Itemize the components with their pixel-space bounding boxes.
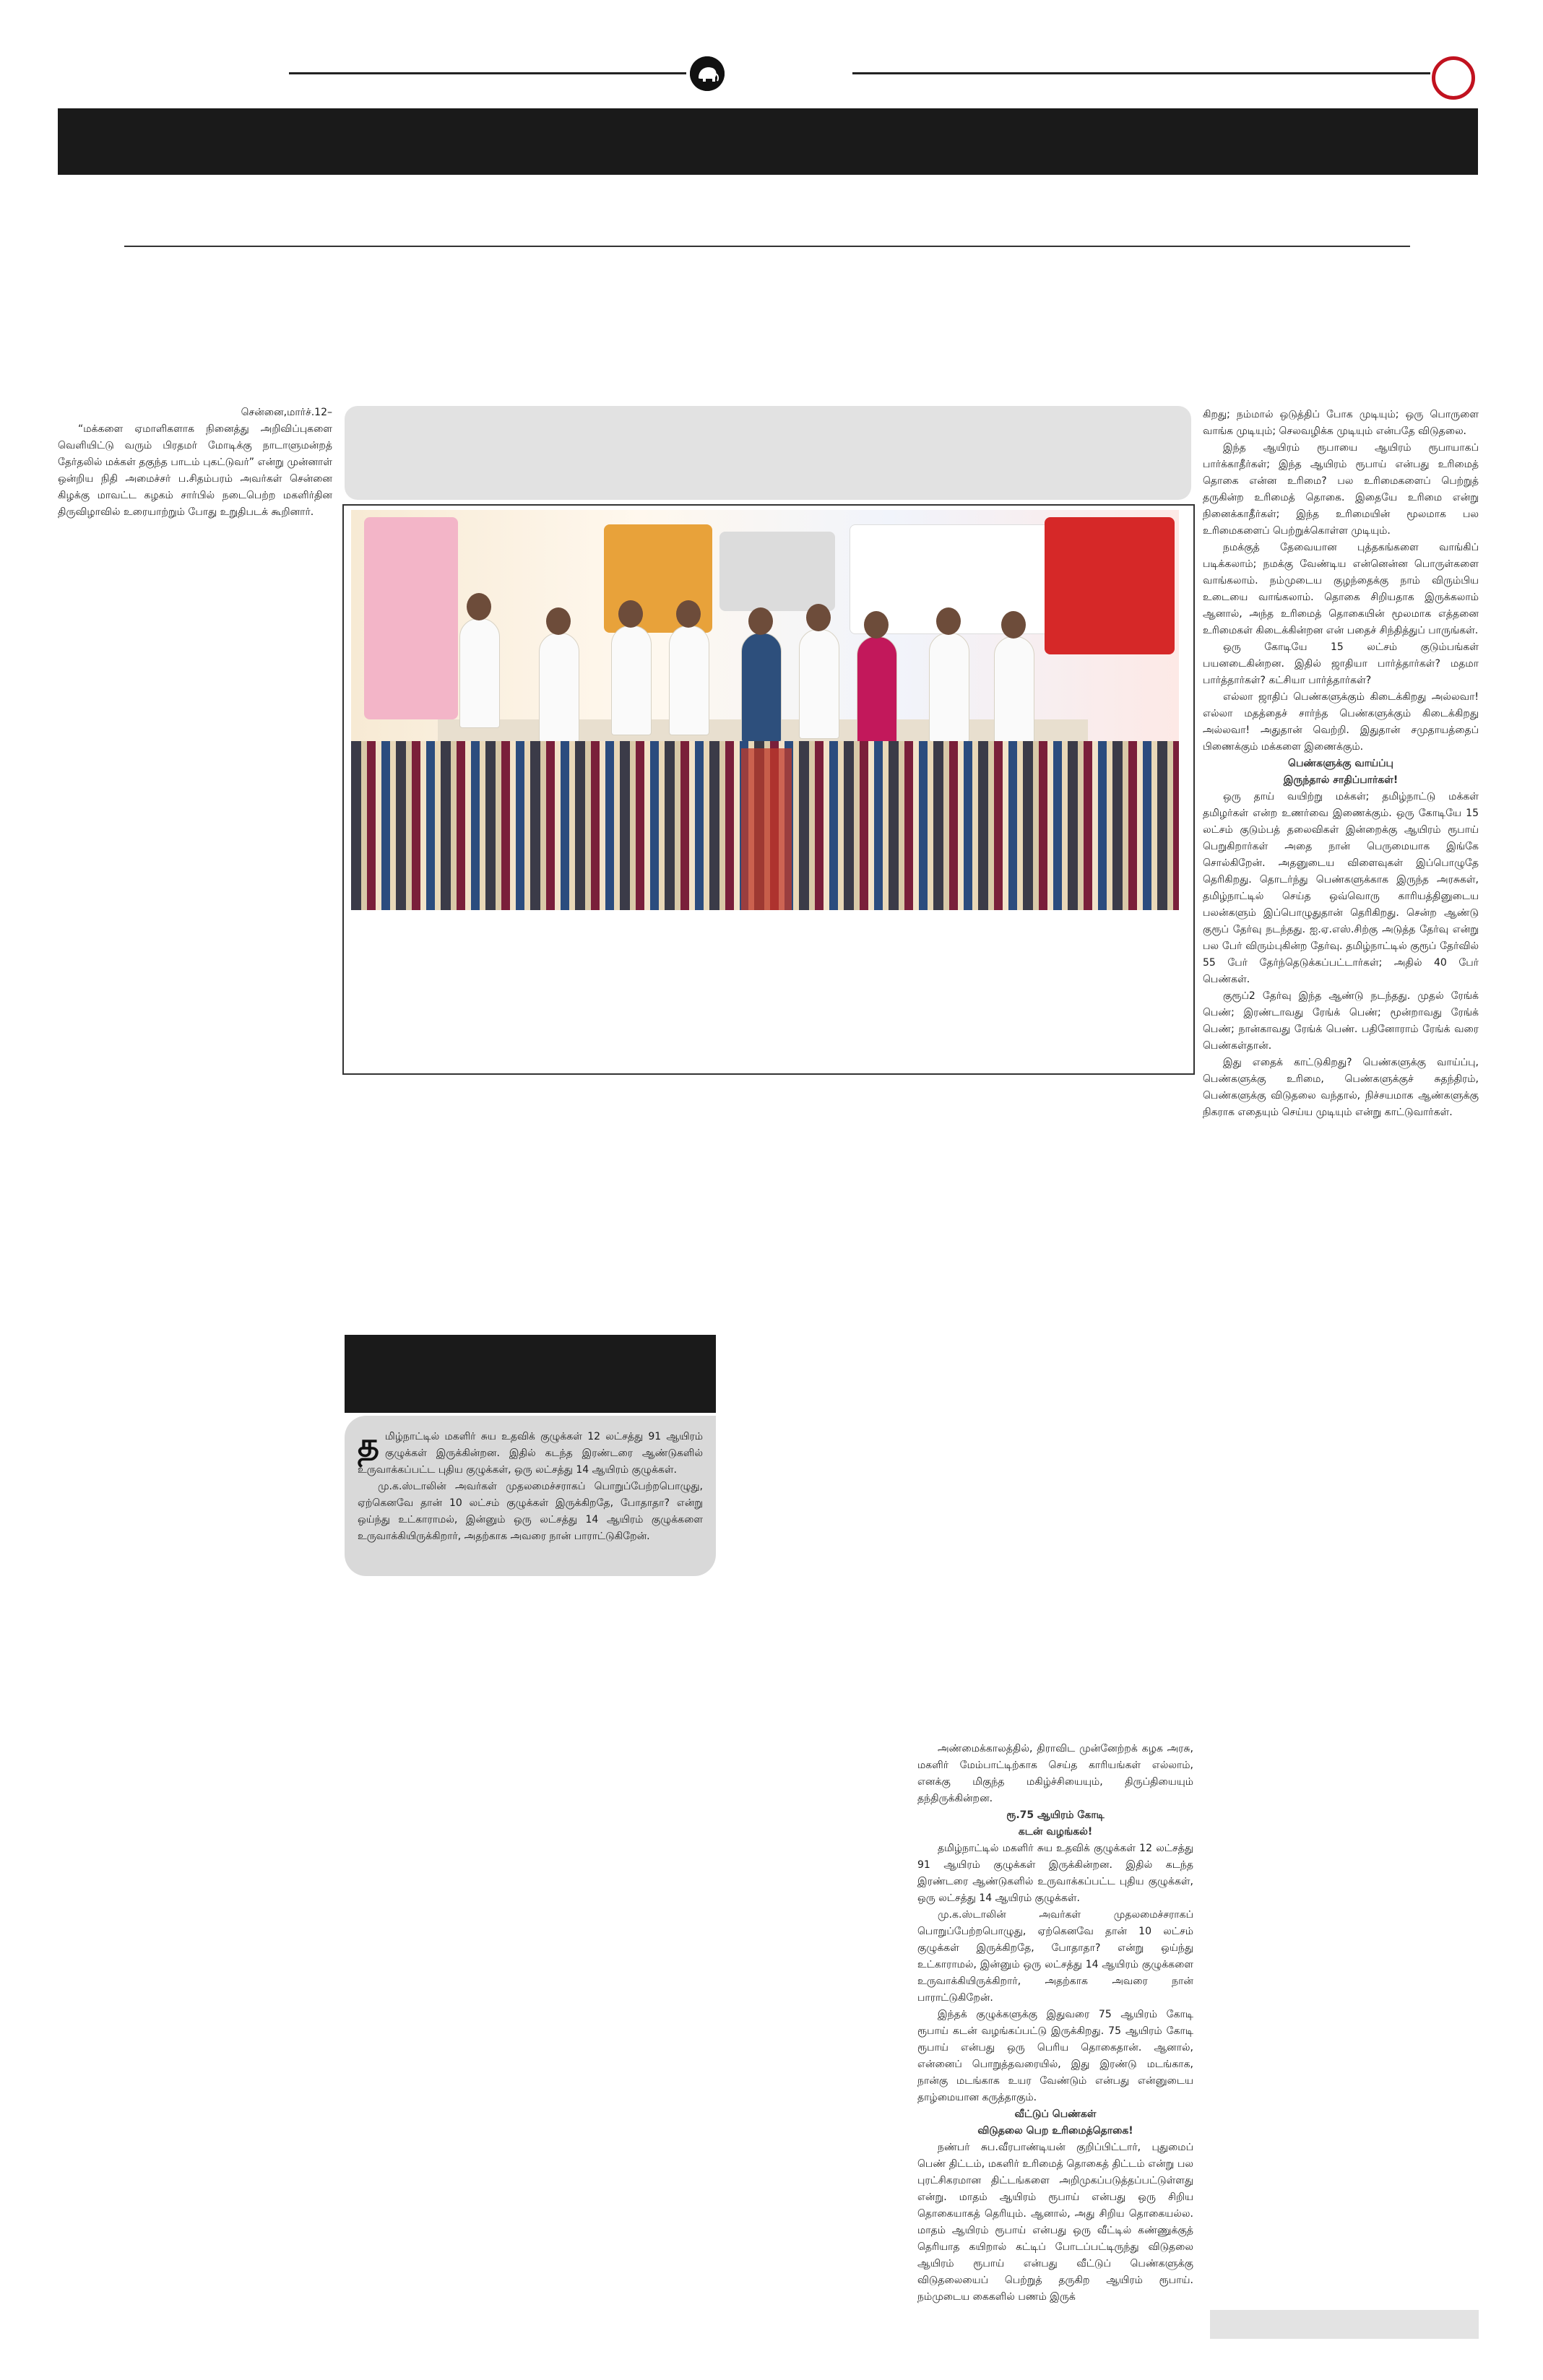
bottom-column [917, 1741, 1193, 2306]
left-column [58, 404, 332, 521]
right-column [1203, 407, 1479, 1121]
article-paragraph: நண்பர் சுப.வீரபாண்டியன் குறிப்பிட்டார், புதுமைப் பெண் திட்டம், மகளிர் உரிமைத் தொகைத் திட்டம் என்று பல புரட்சிகரமான திட்டங்களை அறிமுகப்படுத்தப்பட்டுள்ளது என்று. மாதம் ஆயிரம் ரூபாய் என்பது ஒரு சிறிய தொகையாகத் தெரியும். ஆனால், அது சிறிய தொகையல்ல. மாதம் ஆயிரம் ரூபாய் என்பது ஒரு வீட்டில் கண்ணுக்குத் தெரியாத கயிறால் கட்டிப் போடப்பட்டிருந்து விடுதலை ஆயிரம் ரூபாய் என்பது வீட்டுப் பெண்களுக்கு விடுதலையைப் பெற்றுத் தருகிற ஆயிரம் ரூபாய். நம்முடைய கைகளில் பணம் இருக் [917, 2142, 1193, 2303]
person [618, 600, 643, 628]
article-paragraph: “மக்களை ஏமாளிகளாக நினைத்து அறிவிப்புகளை வெளியிட்டு வரும் பிரதமர் மோடிக்கு நாடாளுமன்றத் தேர்தலில் மக்கள் தகுந்த பாடம் புகட்டுவர்” என்று முன்னாள் ஒன்றிய நிதி அமைச்சர் ப.சிதம்பரம் அவர்கள் சென்னை கிழக்கு மாவட்ட கழகம் சார்பில் நடைபெற்ற மகளிர்தின திருவிழாவில் உரையாற்றும் போது உறுதிபடக் கூறினார். [58, 423, 332, 518]
article-paragraph: இது எதைக் காட்டுகிறது? பெண்களுக்கு வாய்ப்பு, பெண்களுக்கு உரிமை, பெண்களுக்குச் சுதந்திரம், பெண்களுக்கு விடுதலை வந்தால், நிச்சயமாக ஆண்களுக்கு நிகராக எதையும் செய்ய முடியும் என்று காட்டுவார்கள். [1203, 1057, 1479, 1118]
section-subhead: கடன் வழங்கல்! [1018, 1826, 1093, 1838]
person [459, 618, 500, 728]
article-paragraph: ஒரு தாய் வயிற்று மக்கள்; தமிழ்நாட்டு மக்கள் தமிழர்கள் என்ற உணர்வை இணைக்கும். ஒரு கோடியே 15 லட்சம் குடும்பத் தலைவிகள் இன்றைக்கு ஆயிரம் ரூபாய் பெறுகிறார்கள் அதை நான் பெருமையாக இங்கே சொல்கிறேன். அதனுடைய விளைவுகள் இப்பொழுதே தெரிகிறது. தொடர்ந்து பெண்களுக்காக இருந்த அரசுகள், தமிழ்நாட்டில் செய்த ஒவ்வொரு காரியத்தினுடைய பலன்களும் இப்பொழுதுதான் தெரிகிறது. சென்ற ஆண்டு குரூப் தேர்வு நடந்தது. ஐ.ஏ.எஸ்.சிற்கு அடுத்த தேர்வு என்று பல பேர் விரும்புகின்ற தேர்வு. தமிழ்நாட்டில் குரூப் தேர்வில் 55 பேர் தேர்ந்தெடுக்கப்பட்டார்கள்; அதில் 40 பேர் பெண்கள். [1203, 791, 1479, 985]
section-subhead: பெண்களுக்கு வாய்ப்பு [1288, 758, 1393, 769]
article-paragraph: அண்மைக்காலத்தில், திராவிட முன்னேற்றக் கழக அரசு, மகளிர் மேம்பாட்டிற்காக செய்த காரியங்கள் எல்லாம், எனக்கு மிகுந்த மகிழ்ச்சியையும், திருப்தியையும் தந்திருக்கின்றன. [917, 1743, 1193, 1804]
person [799, 629, 839, 739]
dateline: சென்னை,மார்ச்.12– [241, 407, 332, 418]
article-paragraph: நமக்குத் தேவையான புத்தகங்களை வாங்கிப் படிக்கலாம்; நமக்கு வேண்டிய என்னென்ன பொருள்களை வாங்கலாம். நம்முடைய குழந்தைக்கு நாம் விரும்பிய உடையை வாங்கலாம். தொகை சிறியதாக இருக்கலாம் ஆனால், அந்த உரிமைத் தொகையின் மூலமாக எத்தனை உரிமைகள் கிடைக்கின்றன என் பதைச் சிந்தித்துப் பாருங்கள். [1203, 542, 1479, 636]
article-paragraph: ஒரு கோடியே 15 லட்சம் குடும்பங்கள் பயனடைகின்றன. இதில் ஜாதியா பார்த்தார்கள்? மதமா பார்த்தார்கள்? கட்சியா பார்த்தார்கள்? [1203, 641, 1479, 686]
person [669, 626, 709, 735]
drop-cap: த [358, 1425, 379, 1464]
person [936, 607, 961, 635]
person [994, 636, 1034, 746]
quote-box [345, 1416, 716, 1576]
person [741, 633, 782, 743]
quote-header-bar [345, 1335, 716, 1413]
article-paragraph: குரூப்2 தேர்வு இந்த ஆண்டு நடந்தது. முதல் ரேங்க் பெண்; இரண்டாவது ரேங்க் பெண்; மூன்றாவது ரேங்க் பெண்; நான்காவது ரேங்க் பெண். பதினோராம் ரேங்க் வரை பெண்கள்தான். [1203, 990, 1479, 1052]
person [1001, 611, 1026, 639]
elephant-logo-icon [690, 56, 725, 91]
person [611, 626, 652, 735]
article-paragraph: கிறது; நம்மால் ஒடுத்திப் போக முடியும்; ஒரு பொருளை வாங்க முடியும்; செலவழிக்க முடியும் என்பதே விடுதலை. [1203, 409, 1479, 437]
continuation-tag [1210, 2310, 1479, 2339]
header-rule-right [852, 72, 1430, 74]
section-subhead: வீட்டுப் பெண்கள் [1014, 2108, 1097, 2120]
quote-paragraph: மு.க.ஸ்டாலின் அவர்கள் முதலமைச்சராகப் பொறுப்பேற்றபொழுது, ஏற்கெனவே தான் 10 லட்சம் குழுக்கள் இருக்கிறதே, போதாதா? என்று ஒய்ந்து உட்காராமல், இன்னும் ஒரு லட்சத்து 14 ஆயிரம் குழுக்களை உருவாக்கியிருக்கிறார், அதற்காக அவரை நான் பாராட்டுகிறேன். [358, 1481, 703, 1542]
article-paragraph: இந்த ஆயிரம் ரூபாயை ஆயிரம் ரூபாயாகப் பார்க்காதீர்கள்; இந்த ஆயிரம் ரூபாய் என்பது உரிமைத் தொகை என்ன உரிமை? பல உரிமைகளைப் பெற்றுத் தருகின்ற உரிமைத் தொகை. இதையே உரிமை என்று நினைக்காதீர்கள்; இந்த உரிமையின் மூலமாக பல உரிமைகளைப் பெற்றுக்கொள்ள முடியும். [1203, 442, 1479, 537]
event-photo [351, 510, 1179, 910]
person [676, 600, 701, 628]
person [748, 607, 773, 635]
person [539, 633, 579, 743]
person [864, 611, 889, 639]
person [467, 593, 491, 620]
section-subhead: ரூ.75 ஆயிரம் கோடி [1006, 1809, 1105, 1821]
article-paragraph: இந்தக் குழுக்களுக்கு இதுவரை 75 ஆயிரம் கோடி ரூபாய் கடன் வழங்கப்பட்டு இருக்கிறது. 75 ஆயிரம் கோடி ரூபாய் என்பது ஒரு பெரிய தொகைதான். ஆனால், என்னைப் பொறுத்தவரையில், இது இரண்டு மடங்காக, நான்கு மடங்காக உயர வேண்டும் என்பது என்னுடைய தாழ்மையான கருத்தாகும். [917, 2009, 1193, 2103]
header-rule-left [289, 72, 686, 74]
photo-caption-bar [345, 406, 1191, 500]
section-subhead: இருந்தால் சாதிப்பார்கள்! [1283, 774, 1399, 786]
article-paragraph: தமிழ்நாட்டில் மகளிர் சுய உதவிக் குழுக்கள் 12 லட்சத்து 91 ஆயிரம் குழுக்கள் இருக்கின்றன. இதில் கடந்த இரண்டரை ஆண்டுகளில் உருவாக்கப்பட்ட புதிய குழுக்கள், ஒரு லட்சத்து 14 ஆயிரம் குழுக்கள். [917, 1843, 1193, 1904]
person [546, 607, 571, 635]
banner-portrait [364, 517, 458, 719]
person [929, 633, 969, 743]
page-marker-circle [1432, 56, 1475, 100]
article-paragraph: மு.க.ஸ்டாலின் அவர்கள் முதலமைச்சராகப் பொறுப்பேற்றபொழுது, ஏற்கெனவே தான் 10 லட்சம் குழுக்கள் இருக்கிறதே, போதாதா? என்று ஒய்ந்து உட்காராமல், இன்னும் ஒரு லட்சத்து 14 ஆயிரம் குழுக்களை உருவாக்கியிருக்கிறார், அதற்காக அவரை நான் பாராட்டுகிறேன். [917, 1909, 1193, 2004]
quote-paragraph: மிழ்நாட்டில் மகளிர் சுய உதவிக் குழுக்கள் 12 லட்சத்து 91 ஆயிரம் குழுக்கள் இருக்கின்றன. இதில் கடந்த இரண்டரை ஆண்டுகளில் உருவாக்கப்பட்ட புதிய குழுக்கள், ஒரு லட்சத்து 14 ஆயிரம் குழுக்கள். [358, 1431, 703, 1476]
banner-portrait [1045, 517, 1175, 654]
person [857, 636, 897, 746]
banner-portrait [719, 532, 835, 611]
section-subhead: விடுதலை பெற உரிமைத்தொகை! [977, 2125, 1133, 2137]
article-paragraph: எல்லா ஜாதிப் பெண்களுக்கும் கிடைக்கிறது அல்லவா! எல்லா மதத்தைச் சார்ந்த பெண்களுக்கும் கிடைக்கிறது அல்லவா! அதுதான் வெற்றி. இதுதான் சமுதாயத்தைப் பிணைக்கும் மக்களை இணைக்கும். [1203, 691, 1479, 753]
person [806, 604, 831, 631]
red-carpet-aisle [741, 748, 792, 910]
headline-bar [58, 108, 1478, 175]
subheadline-rule [124, 246, 1410, 247]
